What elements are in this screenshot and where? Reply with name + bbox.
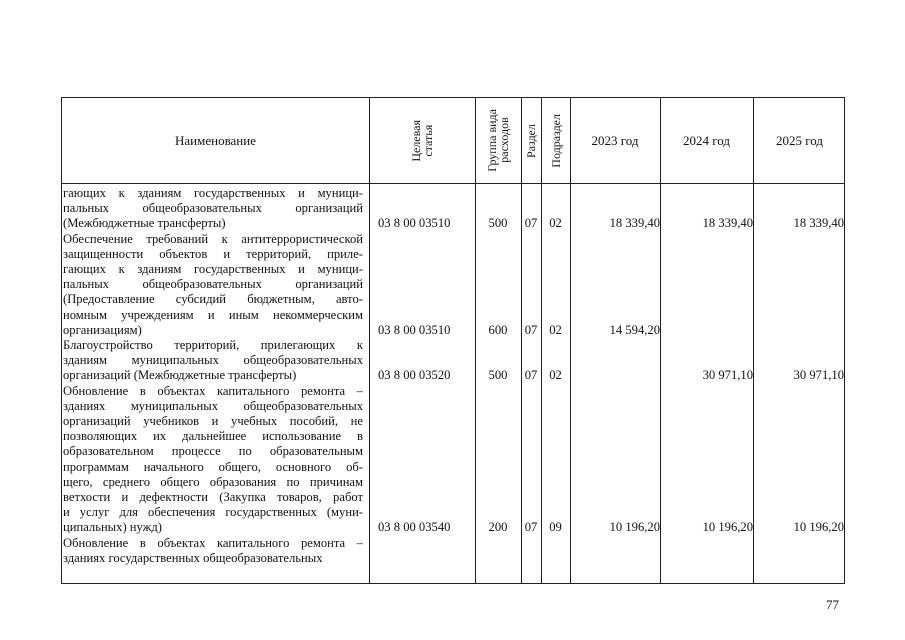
header-2023: 2023 год <box>591 132 639 148</box>
row-name-line: Обновление в объектах капитального ремонта – <box>63 383 363 398</box>
row-name-line: пальных общеобразовательных организаций <box>63 201 363 216</box>
row-name-line: защищенности объектов и территорий, приле- <box>63 246 363 261</box>
row-name-line: Обеспечение требований к антитеррористической <box>63 231 363 246</box>
row-expense-group: 200 <box>488 520 508 535</box>
row-code: 03 8 00 03510 <box>378 322 451 337</box>
page-number: 77 <box>826 597 839 612</box>
row-expense-group: 500 <box>488 368 508 383</box>
row-name <box>62 232 368 338</box>
row-code: 03 8 00 03510 <box>378 216 451 231</box>
row-subsection: 09 <box>549 520 562 535</box>
row-name-line: организациям) <box>63 322 142 337</box>
row-section: 07 <box>524 322 538 337</box>
row-section: 07 <box>524 520 538 535</box>
budget-table <box>61 97 845 584</box>
header-subsection: Подраздел <box>548 113 563 168</box>
row-name-line: номным учреждениям и иным некоммерческим <box>63 307 363 322</box>
row-value-2025: 18 339,40 <box>793 216 844 231</box>
row-value-2025: 30 971,10 <box>793 368 844 383</box>
row-code: 03 8 00 03520 <box>378 368 451 383</box>
row-name-line: зданиях государственных общеобразовательных <box>63 550 323 565</box>
row-value-2025: 10 196,20 <box>793 520 844 535</box>
row-name-line: зданиях муниципальных общеобразовательных <box>63 398 363 413</box>
header-code: Целевая статья <box>409 119 435 162</box>
row-name <box>62 338 368 384</box>
row-subsection: 02 <box>549 322 562 337</box>
header-2024: 2024 год <box>683 132 730 148</box>
row-value-2024: 10 196,20 <box>702 520 753 535</box>
row-name-line: (Предоставление субсидий бюджетным, авто- <box>63 292 363 307</box>
row-value-2024: 18 339,40 <box>702 216 753 231</box>
row-name-line: ципальных) нужд) <box>63 520 162 535</box>
row-name-line: гающих к зданиям государственных и муници- <box>63 262 363 276</box>
row-name-line: организаций (Межбюджетные трансферты) <box>63 368 297 383</box>
row-section: 07 <box>524 368 538 383</box>
row-name-line: гающих к зданиям государственных и муници- <box>63 186 363 200</box>
row-name-line: ветхости и дефектности (Закупка товаров, работ <box>63 490 363 505</box>
row-value-2023: 10 196,20 <box>609 520 660 535</box>
row-value-2024: 30 971,10 <box>702 368 753 383</box>
row-name <box>62 536 368 566</box>
row-expense-group: 600 <box>488 322 508 337</box>
row-name-line: позволяющих их дальнейшее использование в <box>63 429 363 444</box>
row-name-line: щего, среднего общего образования по причинам <box>63 474 363 489</box>
header-divider <box>62 183 844 184</box>
header-expense-group: Группа вида расходов <box>485 109 511 172</box>
row-expense-group: 500 <box>488 216 508 231</box>
header-name: Наименование <box>175 132 256 148</box>
row-subsection: 02 <box>549 368 562 383</box>
header-section: Раздел <box>524 123 538 158</box>
row-name-line: организаций учебников и учебных пособий, не <box>63 414 363 428</box>
row-name-line: образовательном процессе по образовательным <box>63 444 363 459</box>
header-2025: 2025 год <box>776 132 823 148</box>
row-value-2023: 14 594,20 <box>609 322 660 337</box>
row-code: 03 8 00 03540 <box>378 520 451 535</box>
row-name-line: Обновление в объектах капитального ремонта – <box>63 535 363 550</box>
row-subsection: 02 <box>549 216 562 231</box>
row-value-2023: 18 339,40 <box>609 216 660 231</box>
row-section: 07 <box>524 216 538 231</box>
row-name-line: и услуг для обеспечения государственных (муни- <box>63 505 363 520</box>
row-name <box>62 186 368 232</box>
row-name-line: пальных общеобразовательных организаций <box>63 277 363 292</box>
row-name <box>62 384 368 536</box>
row-name-line: зданиям муниципальных общеобразовательных <box>63 353 363 368</box>
row-name-line: Благоустройство территорий, прилегающих к <box>63 338 363 352</box>
row-name-line: (Межбюджетные трансферты) <box>63 216 226 231</box>
row-name-line: программам начального общего, основного об- <box>63 459 363 474</box>
